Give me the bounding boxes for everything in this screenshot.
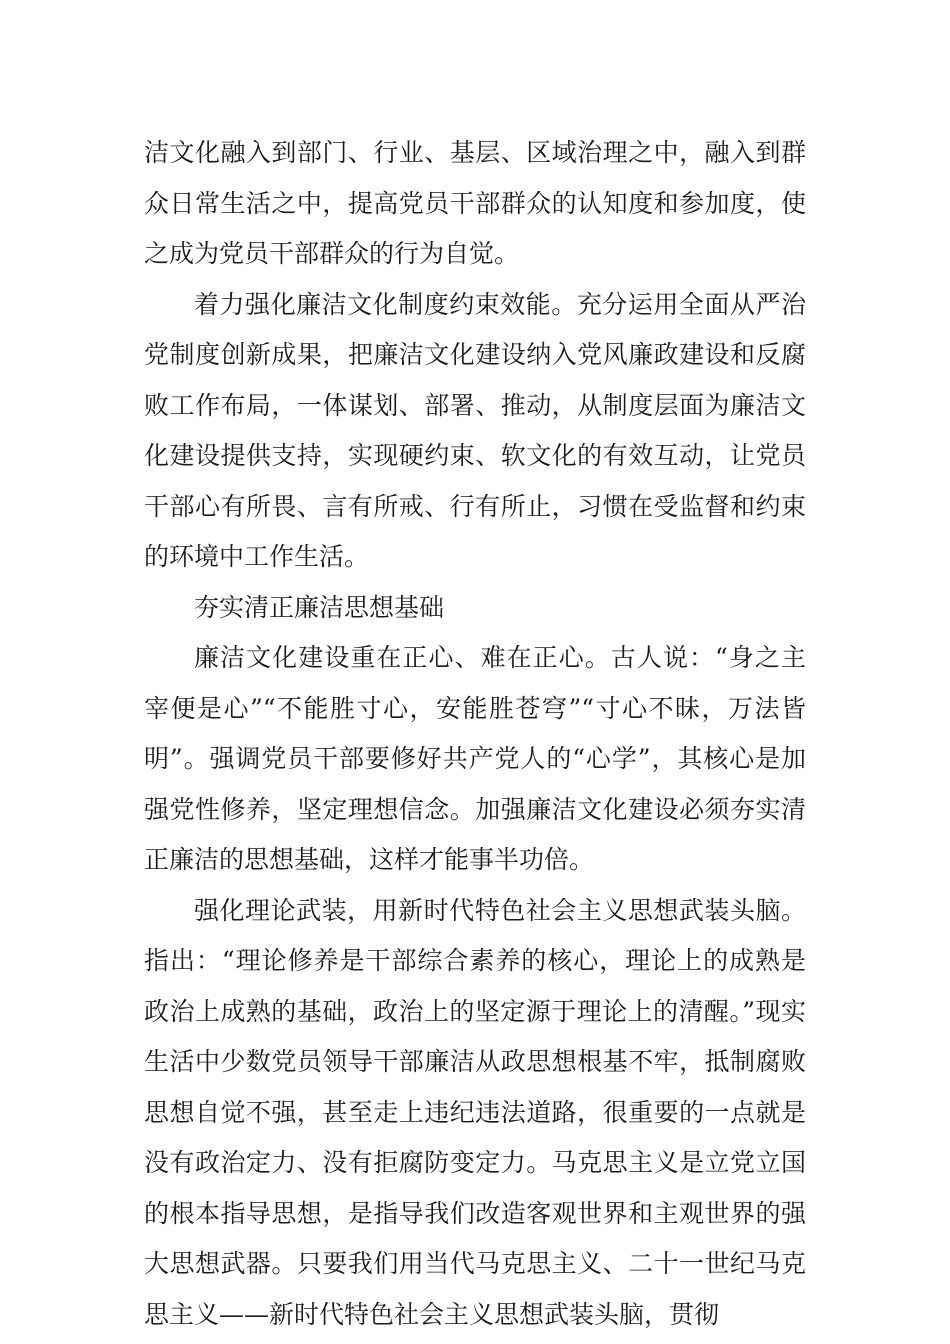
document-body (144, 128, 806, 1340)
paragraph-1: 洁文化融入到部门、行业、基层、区域治理之中，融入到群众日常生活之中，提高党员干部群众的认知度和参加度，使之成为党员干部群众的行为自觉。 (144, 138, 806, 268)
paragraph-3: 廉洁文化建设重在正心、难在正心。古人说：“身之主宰便是心”“不能胜寸心，安能胜苍穹”“寸心不昧，万法皆明”。强调党员干部要修好共产党人的“心学”，其核心是加强党性修养，坚定理想信念。加强廉洁文化建设必须夯实清正廉洁的思想基础，这样才能事半功倍。 (144, 643, 806, 874)
paragraph-2: 着力强化廉洁文化制度约束效能。充分运用全面从严治党制度创新成果，把廉洁文化建设纳入党风廉政建设和反腐败工作布局，一体谋划、部署、推动，从制度层面为廉洁文化建设提供支持，实现硬约束、软文化的有效互动，让党员干部心有所畏、言有所戒、行有所止，习惯在受监督和约束的环境中工作生活。 (144, 289, 806, 571)
paragraph-4: 强化理论武装，用新时代特色社会主义思想武装头脑。指出：“理论修养是干部综合素养的核心，理论上的成熟是政治上成熟的基础，政治上的坚定源于理论上的清醒。”现实生活中少数党员领导干部廉洁从政思想根基不牢，抵制腐败思想自觉不强，甚至走上违纪违法道路，很重要的一点就是没有政治定力、没有拒腐防变定力。马克思主义是立党立国的根本指导思想，是指导我们改造客观世界和主观世界的强大思想武器。只要我们用当代马克思主义、二十一世纪马克思主义——新时代特色社会主义思想武装头脑，贯彻 (144, 895, 806, 1329)
section-heading: 夯实清正廉洁思想基础 (194, 592, 445, 622)
